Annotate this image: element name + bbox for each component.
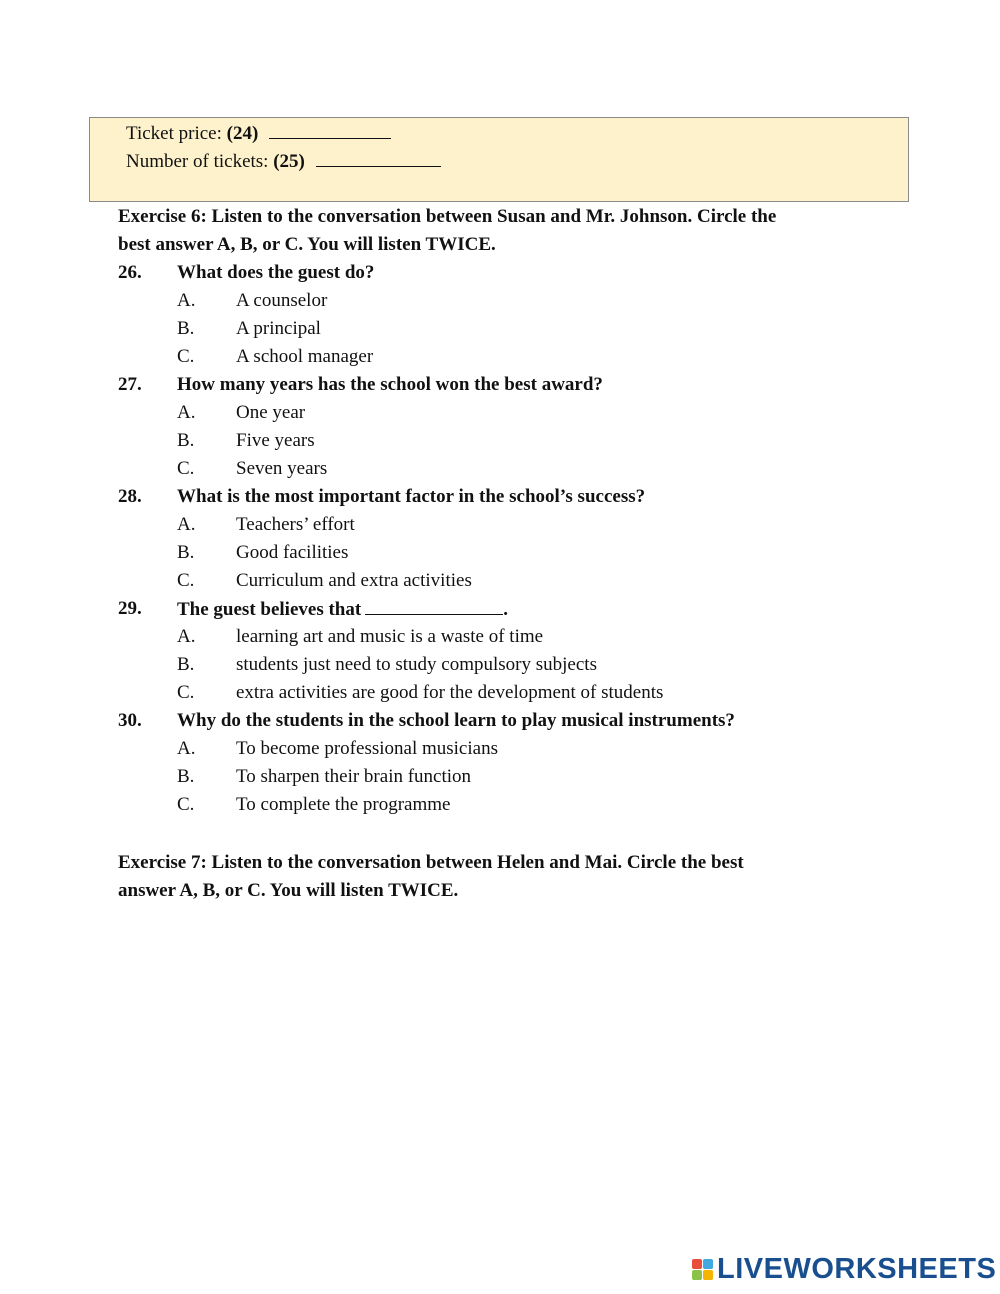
question-text: What is the most important factor in the school’s success? <box>177 486 646 507</box>
option-letter[interactable]: C. <box>177 346 195 367</box>
exercise6-instruction-line2: best answer A, B, or C. You will listen TWICE. <box>118 234 496 255</box>
logo-mark-square <box>703 1259 713 1269</box>
question-text: What does the guest do? <box>177 262 375 283</box>
question-number: 30. <box>118 710 142 731</box>
ticket-count-number: (25) <box>273 151 305 172</box>
option-letter[interactable]: C. <box>177 458 195 479</box>
logo-mark-square <box>692 1259 702 1269</box>
ticket-price-label: Ticket price: <box>126 123 222 144</box>
option-letter[interactable]: A. <box>177 290 196 311</box>
question-number: 27. <box>118 374 142 395</box>
liveworksheets-logo-text: LIVEWORKSHEETS <box>717 1252 997 1285</box>
exercise6-instruction-line1: Exercise 6: Listen to the conversation between Susan and Mr. Johnson. Circle the <box>118 206 777 227</box>
option-text[interactable]: A counselor <box>236 290 328 311</box>
question-text: Why do the students in the school learn to play musical instruments? <box>177 710 735 731</box>
question-answer-blank[interactable] <box>365 598 503 615</box>
logo-mark-square <box>692 1270 702 1280</box>
ticket-price-line <box>126 122 391 145</box>
option-letter[interactable]: A. <box>177 402 196 423</box>
ticket-price-answer-blank[interactable] <box>269 122 391 139</box>
option-text[interactable]: learning art and music is a waste of time <box>236 626 544 647</box>
exercise7-instruction-line1: Exercise 7: Listen to the conversation between Helen and Mai. Circle the best <box>118 852 744 873</box>
option-letter[interactable]: B. <box>177 542 195 563</box>
option-letter[interactable]: A. <box>177 514 196 535</box>
option-text[interactable]: students just need to study compulsory subjects <box>236 654 597 675</box>
option-letter[interactable]: B. <box>177 766 195 787</box>
question-number: 26. <box>118 262 142 283</box>
ticket-price-number: (24) <box>226 123 259 144</box>
option-text[interactable]: Curriculum and extra activities <box>236 570 472 591</box>
question-text: The guest believes that <box>177 599 362 620</box>
option-text[interactable]: One year <box>236 402 306 423</box>
question-text-with-blank <box>177 598 508 621</box>
ticket-count-line <box>126 150 441 173</box>
option-text[interactable]: extra activities are good for the development of students <box>236 682 664 703</box>
option-text[interactable]: Seven years <box>236 458 328 479</box>
liveworksheets-logo-mark <box>692 1259 713 1280</box>
option-text[interactable]: Five years <box>236 430 315 451</box>
question-number: 29. <box>118 598 142 619</box>
question-text-end: . <box>503 599 508 620</box>
option-text[interactable]: Teachers’ effort <box>236 514 355 535</box>
option-letter[interactable]: B. <box>177 430 195 451</box>
option-text[interactable]: To complete the programme <box>236 794 451 815</box>
option-text[interactable]: A principal <box>236 318 321 339</box>
liveworksheets-logo <box>692 1254 996 1284</box>
option-letter[interactable]: C. <box>177 794 195 815</box>
option-letter[interactable]: C. <box>177 570 195 591</box>
option-letter[interactable]: C. <box>177 682 195 703</box>
option-text[interactable]: Good facilities <box>236 542 349 563</box>
ticket-info-box <box>89 117 909 202</box>
option-text[interactable]: A school manager <box>236 346 374 367</box>
question-number: 28. <box>118 486 142 507</box>
option-letter[interactable]: A. <box>177 626 196 647</box>
exercise7-instruction-line2: answer A, B, or C. You will listen TWICE. <box>118 880 459 901</box>
option-letter[interactable]: B. <box>177 318 195 339</box>
option-letter[interactable]: B. <box>177 654 195 675</box>
option-letter[interactable]: A. <box>177 738 196 759</box>
option-text[interactable]: To sharpen their brain function <box>236 766 472 787</box>
option-text[interactable]: To become professional musicians <box>236 738 498 759</box>
ticket-count-answer-blank[interactable] <box>316 150 441 167</box>
logo-mark-square <box>703 1270 713 1280</box>
question-text: How many years has the school won the best award? <box>177 374 603 395</box>
ticket-count-label: Number of tickets: <box>126 151 269 172</box>
